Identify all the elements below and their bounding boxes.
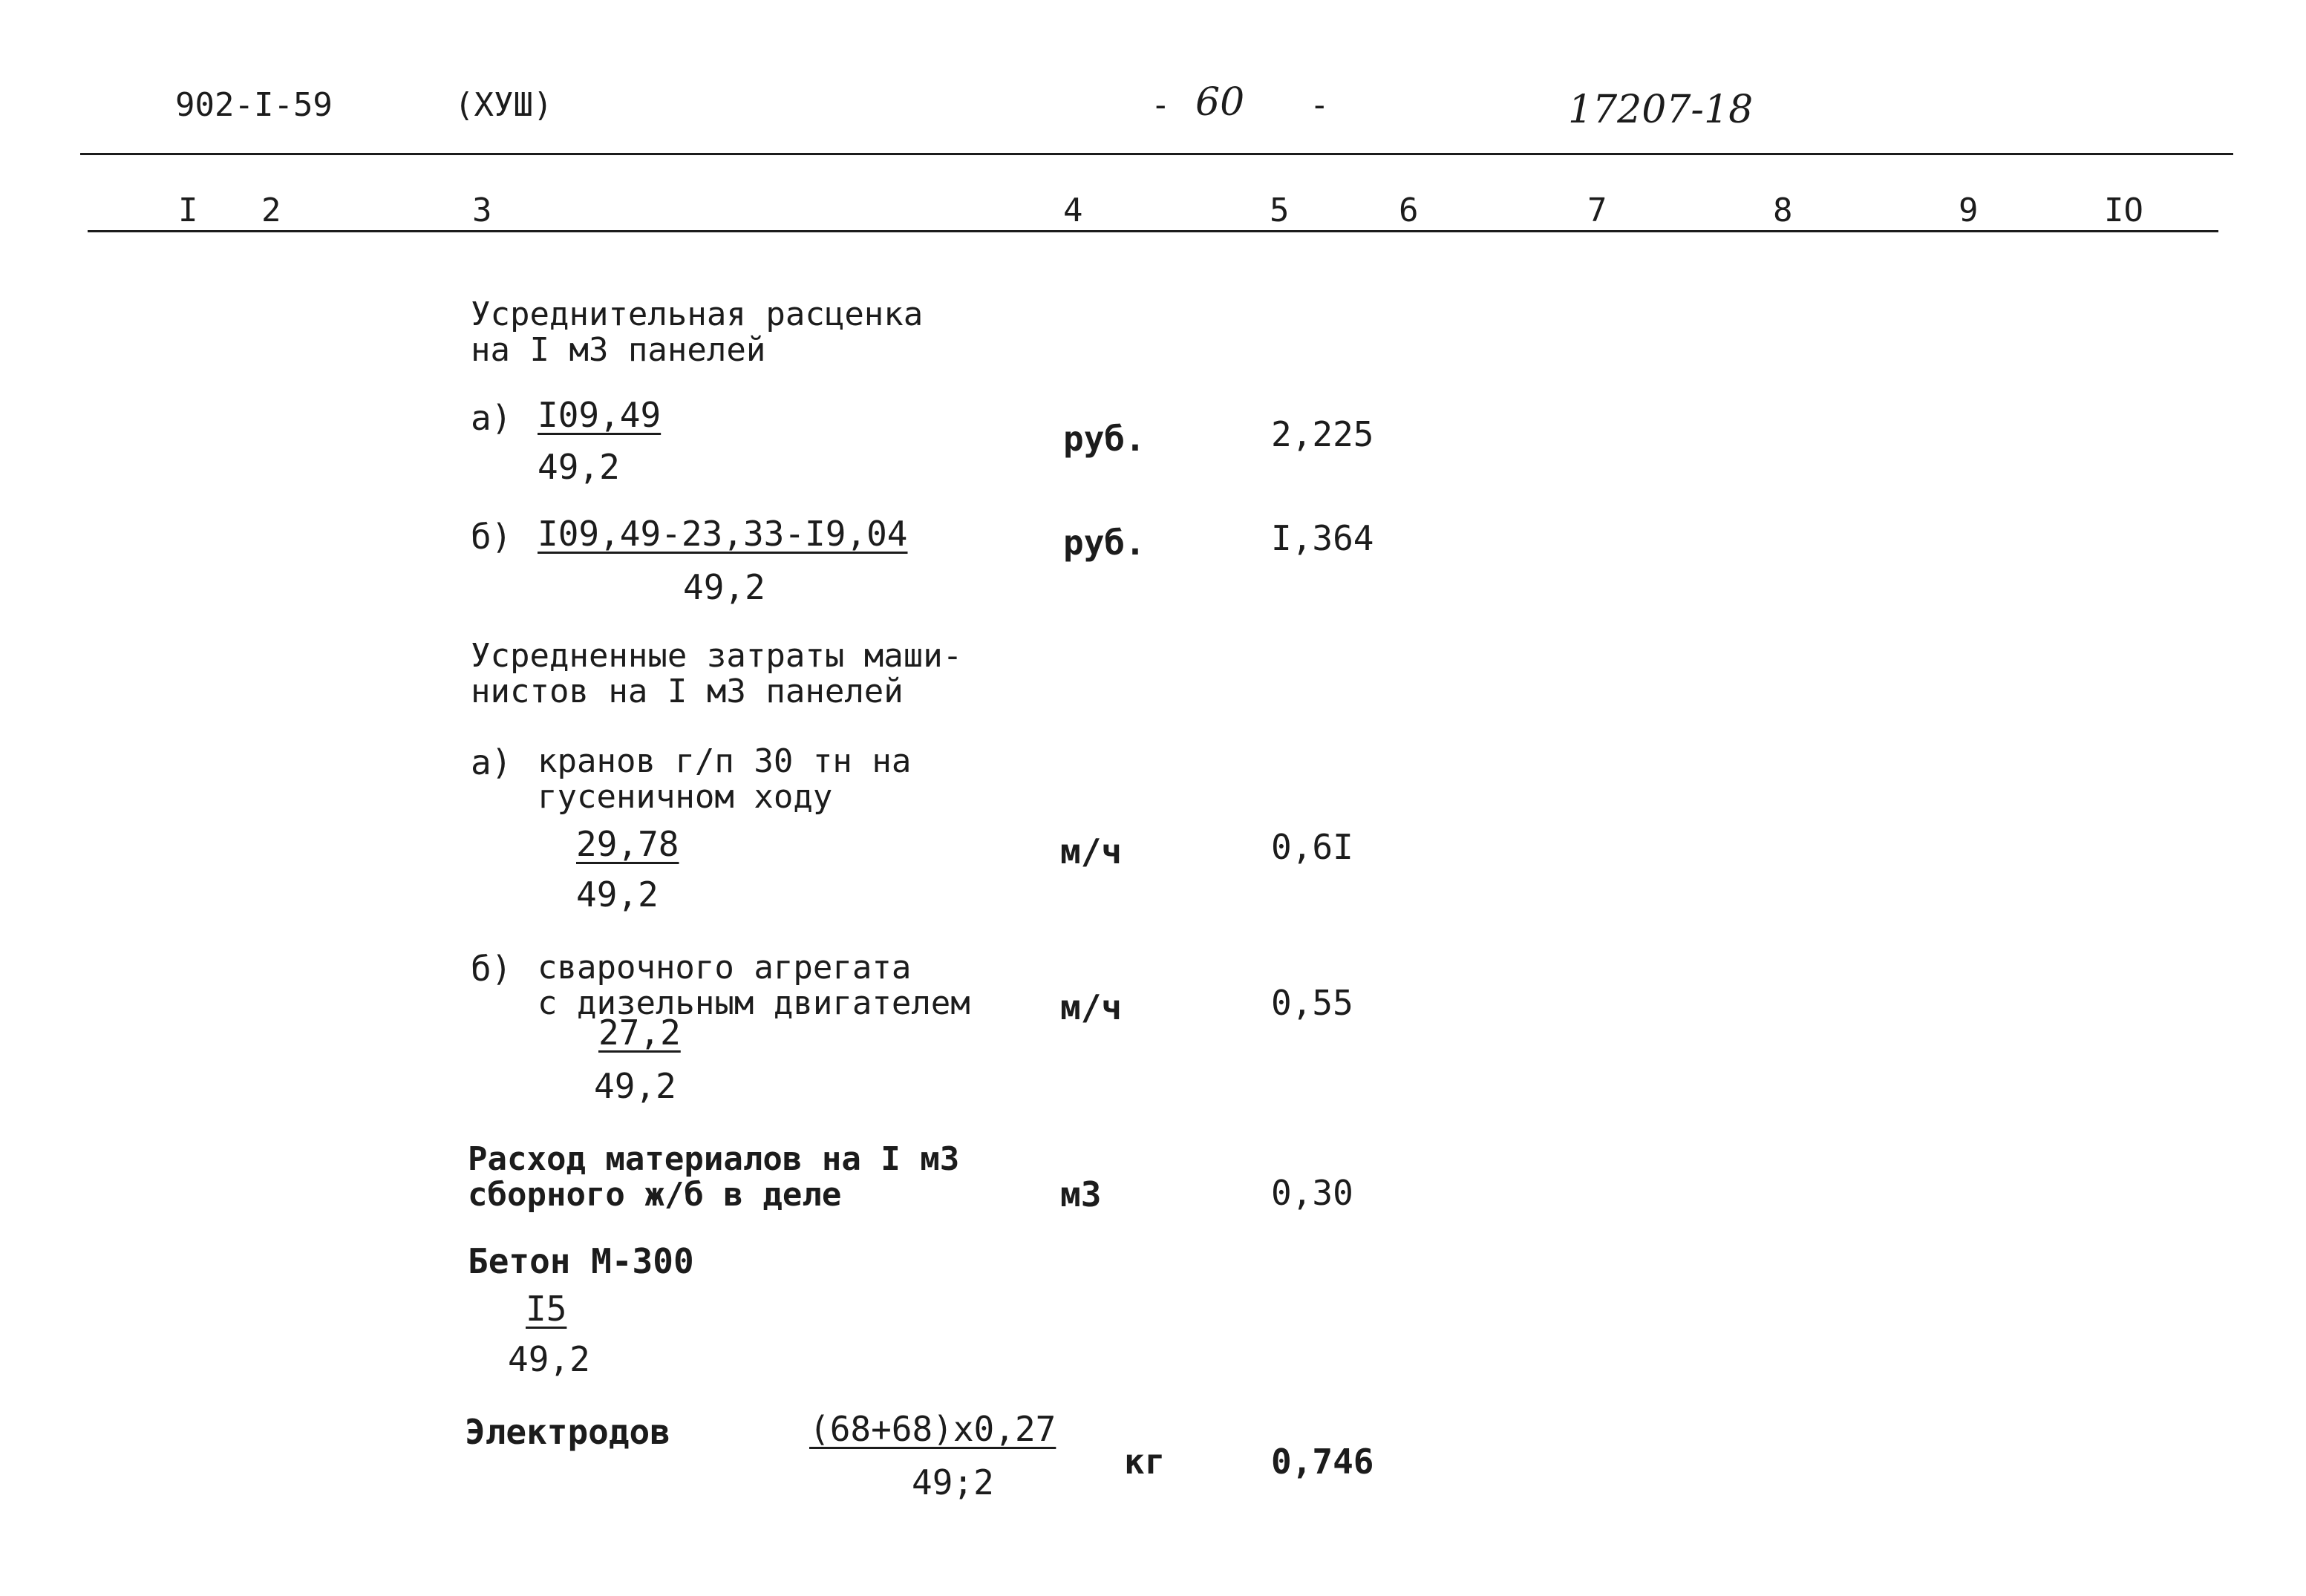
machinists-a-text-line-1: кранов г/п 30 тн на (538, 742, 912, 780)
column-number-4: 4 (1063, 192, 1083, 229)
machinists-b-text-line-1: сварочного агрегата (538, 949, 912, 987)
machinists-a-denominator: 49,2 (576, 874, 659, 915)
electrodes-denominator: 49;2 (912, 1462, 994, 1502)
electrodes-unit: кг (1124, 1442, 1166, 1482)
machinists-a-value: 0,6I (1271, 827, 1353, 867)
page-dash-right: - (1310, 86, 1330, 124)
avg-rate-b-denominator: 49,2 (683, 567, 765, 607)
avg-rate-b-label: б) (471, 517, 512, 557)
concrete-label: Бетон М-300 (468, 1241, 694, 1281)
column-number-9: 9 (1959, 192, 1979, 229)
column-number-3: 3 (472, 192, 492, 229)
avg-rate-a-denominator: 49,2 (538, 447, 620, 487)
avg-rate-title-line-1: Усреднительная расценка (471, 295, 924, 333)
machinists-title-line-2: нистов на I м3 панелей (471, 673, 904, 710)
materials-title-line-1: Расход материалов на I м3 (468, 1140, 960, 1178)
machinists-b-value: 0,55 (1271, 983, 1353, 1023)
materials-unit: м3 (1060, 1174, 1102, 1214)
machinists-b-denominator: 49,2 (594, 1066, 676, 1106)
columns-rule (88, 230, 2218, 232)
concrete-denominator: 49,2 (508, 1339, 590, 1379)
machinists-a-unit: м/ч (1060, 831, 1123, 871)
column-number-2: 2 (261, 192, 281, 229)
avg-rate-a-label: а) (471, 398, 512, 438)
avg-rate-a-value: 2,225 (1271, 414, 1374, 454)
avg-rate-a-numerator: I09,49 (538, 395, 662, 435)
avg-rate-b-value: I,364 (1271, 518, 1374, 558)
machinists-a-label: а) (471, 742, 512, 782)
avg-rate-title-line-2: на I м3 панелей (471, 331, 766, 369)
column-number-8: 8 (1773, 192, 1793, 229)
column-number-10: IO (2104, 192, 2143, 229)
avg-rate-b-unit: руб. (1063, 523, 1146, 563)
document-code: 902-I-59 (175, 86, 333, 124)
machinists-a-numerator: 29,78 (576, 824, 679, 864)
machinists-title-line-1: Усредненные затраты маши- (471, 637, 963, 675)
page-number: 60 (1195, 80, 1245, 125)
machinists-a-text-line-2: гусеничном ходу (538, 778, 833, 816)
avg-rate-a-unit: руб. (1063, 419, 1146, 459)
machinists-b-label: б) (471, 949, 512, 989)
avg-rate-b-numerator: I09,49-23,33-I9,04 (538, 514, 908, 554)
header-rule (80, 153, 2233, 155)
machinists-b-text-line-2: с дизельным двигателем (538, 984, 970, 1022)
machinists-b-unit: м/ч (1060, 987, 1123, 1027)
materials-value: 0,30 (1271, 1173, 1353, 1213)
archive-number: 17207-18 (1568, 88, 1754, 132)
concrete-numerator: I5 (526, 1289, 567, 1329)
electrodes-numerator: (68+68)х0,27 (809, 1409, 1056, 1449)
page-dash-left: - (1151, 86, 1171, 124)
electrodes-label: Электродов (465, 1412, 670, 1452)
machinists-b-numerator: 27,2 (598, 1013, 681, 1053)
materials-title-line-2: сборного ж/б в деле (468, 1176, 842, 1214)
column-number-7: 7 (1587, 192, 1607, 229)
column-number-1: I (178, 192, 198, 229)
electrodes-value: 0,746 (1271, 1442, 1374, 1482)
series-code: (ХУШ) (454, 86, 553, 124)
column-number-6: 6 (1399, 192, 1419, 229)
column-number-5: 5 (1270, 192, 1290, 229)
